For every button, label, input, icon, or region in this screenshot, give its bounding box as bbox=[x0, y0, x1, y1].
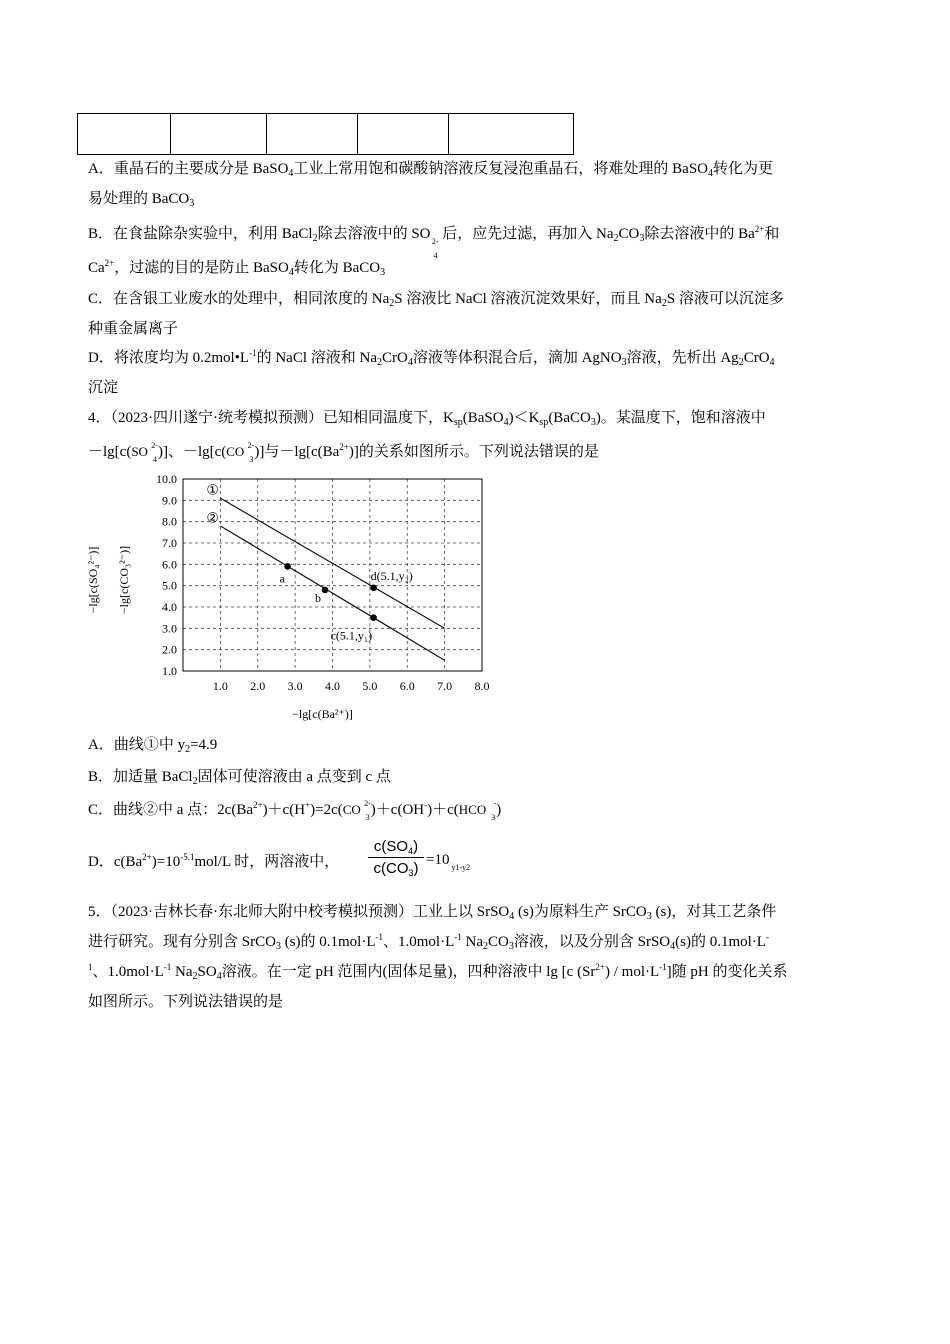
y-tick-label: 8.0 bbox=[162, 514, 177, 529]
fraction-denominator: $c(CO_3)$ bbox=[373, 860, 419, 878]
q3-option-c-line1: C．在含银工业废水的处理中，相同浓度的 $Na_2S$ 溶液比 NaCl 溶液沉淀效果好，而且 $Na_2S$ 溶液可以沉淀多 bbox=[88, 291, 784, 309]
y-tick-label: 2.0 bbox=[162, 642, 177, 657]
q4-stem-line2: －lg[c(SO 2- 4 )]、－lg[c(CO 2- 3 )]与$-\lg[c(Ba^{2+})]$的关系如图所示。下列说法错误的是 bbox=[88, 441, 599, 464]
lg-relationship-chart bbox=[85, 468, 505, 723]
q4-stem-line1: 4．（2023·四川遂宁·统考模拟预测）已知相同温度下，$K_{sp}(BaSO_4)<K_{sp}(BaCO_3)$。某温度下，饱和溶液中 bbox=[88, 410, 766, 428]
q3-option-d-line2: 沉淀 bbox=[88, 380, 119, 396]
table-cell bbox=[267, 114, 358, 155]
curve-label-1: ① bbox=[206, 483, 219, 499]
q5-stem-line1: 5．（2023·吉林长春·东北师大附中校考模拟预测）工业上以 SrSO$_4$ (s)为原料生产 SrCO$_3$ (s)，对其工艺条件 bbox=[88, 904, 777, 922]
q3-option-b-line2: $Ca^{2+}$，过滤的目的是防止 BaSO$_4$转化为 BaCO$_3$ bbox=[88, 258, 386, 278]
y-tick-label: 1.0 bbox=[162, 664, 177, 678]
y-tick-label: 10.0 bbox=[156, 472, 177, 486]
x-tick-label: 5.0 bbox=[362, 679, 378, 693]
x-tick-label: 7.0 bbox=[437, 679, 453, 693]
answer-table bbox=[77, 113, 574, 155]
q4-option-c: C．曲线②中 a 点：$2c(Ba^{2+})+c(H^+)=2c(CO$ 2- 3 )＋c(OH-)＋c(HCO - 3 ) bbox=[88, 799, 502, 822]
q4-option-d: D．$c(Ba^{2+})=10^{-5.1}mol/L$ 时，两溶液中， bbox=[88, 852, 340, 870]
q5-stem-line3: $^1$、$1.0mol\cdot L^{-1}$ $Na_2SO_4$溶液。在一定 pH 范围内(固体足量)，四种溶液中 lg [c $(Sr^{2+}) / mol\cdot L^{-1}$]随 pH 的变化关系 bbox=[88, 962, 788, 982]
data-point bbox=[370, 614, 377, 621]
fraction-result: =10 $_{y1-y2}$ bbox=[426, 852, 471, 872]
x-tick-label: 8.0 bbox=[474, 679, 490, 693]
x-axis-label: −lg[c(Ba²⁺)] bbox=[292, 707, 353, 721]
x-tick-label: 3.0 bbox=[287, 679, 303, 693]
q5-stem-line4: 如图所示。下列说法错误的是 bbox=[88, 994, 284, 1010]
curve-label-2: ② bbox=[206, 511, 219, 527]
data-point-label: b bbox=[315, 590, 322, 605]
y-axis-label-inner: −lg[c(CO₃²⁻)] bbox=[117, 545, 131, 615]
y-tick-label: 6.0 bbox=[162, 557, 177, 572]
table-cell bbox=[449, 114, 574, 155]
x-tick-label: 1.0 bbox=[212, 679, 228, 693]
y-tick-label: 7.0 bbox=[162, 536, 177, 550]
table-cell bbox=[171, 114, 267, 155]
table-cell bbox=[78, 114, 171, 155]
q4-option-a: A．曲线①中 $y_2=4.9$ bbox=[88, 737, 218, 755]
y-tick-label: 5.0 bbox=[162, 578, 177, 593]
data-point bbox=[284, 563, 291, 570]
data-point bbox=[370, 585, 377, 592]
y-tick-label: 3.0 bbox=[162, 621, 177, 636]
fraction-numerator: $c(SO_4)$ bbox=[368, 838, 424, 858]
y-axis-label-outer: −lg[c(SO₄²⁻)] bbox=[86, 546, 100, 614]
q3-option-b-line1: B．在食盐除杂实验中，利用 BaCl$_2$除去溶液中的 SO 2- 4 后，应先过滤，再加入 $Na_2CO_3$除去溶液中的 $Ba^{2+}$和 bbox=[88, 224, 780, 260]
data-point-label: a bbox=[279, 571, 285, 586]
data-point-label: d(5.1,y₂) bbox=[370, 568, 413, 583]
concentration-ratio-fraction bbox=[368, 838, 424, 877]
q3-option-d-line1: D．将浓度均为 $0.2mol•L^{-1}$的 NaCl 溶液和 $Na_2CrO_4$溶液等体积混合后，滴加 AgNO$_3$溶液，先析出 $Ag_2CrO_4$ bbox=[88, 348, 775, 368]
data-point-label: c(5.1,y₁) bbox=[330, 628, 373, 643]
x-tick-label: 2.0 bbox=[250, 679, 266, 693]
q3-option-c-line2: 种重金属离子 bbox=[88, 321, 179, 337]
q3-option-a-line2: 易处理的 BaCO$_3$ bbox=[88, 191, 195, 209]
data-point bbox=[322, 587, 329, 594]
q3-option-a-line1: A．重晶石的主要成分是 BaSO$_4$工业上常用饱和碳酸钠溶液反复浸泡重晶石，将难处理的 BaSO$_4$转化为更 bbox=[88, 161, 774, 179]
y-tick-label: 4.0 bbox=[162, 600, 177, 614]
y-tick-label: 9.0 bbox=[162, 493, 177, 508]
x-tick-label: 6.0 bbox=[399, 679, 415, 693]
x-tick-label: 4.0 bbox=[325, 679, 340, 693]
q5-stem-line2: 进行研究。现有分别含 SrCO$_3$ (s)的 $0.1mol\cdot L^{-1}$、$1.0mol\cdot L^{-1}$ $Na_2CO_3$溶液，以及分别含 SrSO$_4$(s)的 0.1mol·L- bbox=[88, 932, 769, 952]
table-cell bbox=[358, 114, 449, 155]
q4-option-b: B．加适量 BaCl$_2$固体可使溶液由 a 点变到 c 点 bbox=[88, 769, 391, 787]
